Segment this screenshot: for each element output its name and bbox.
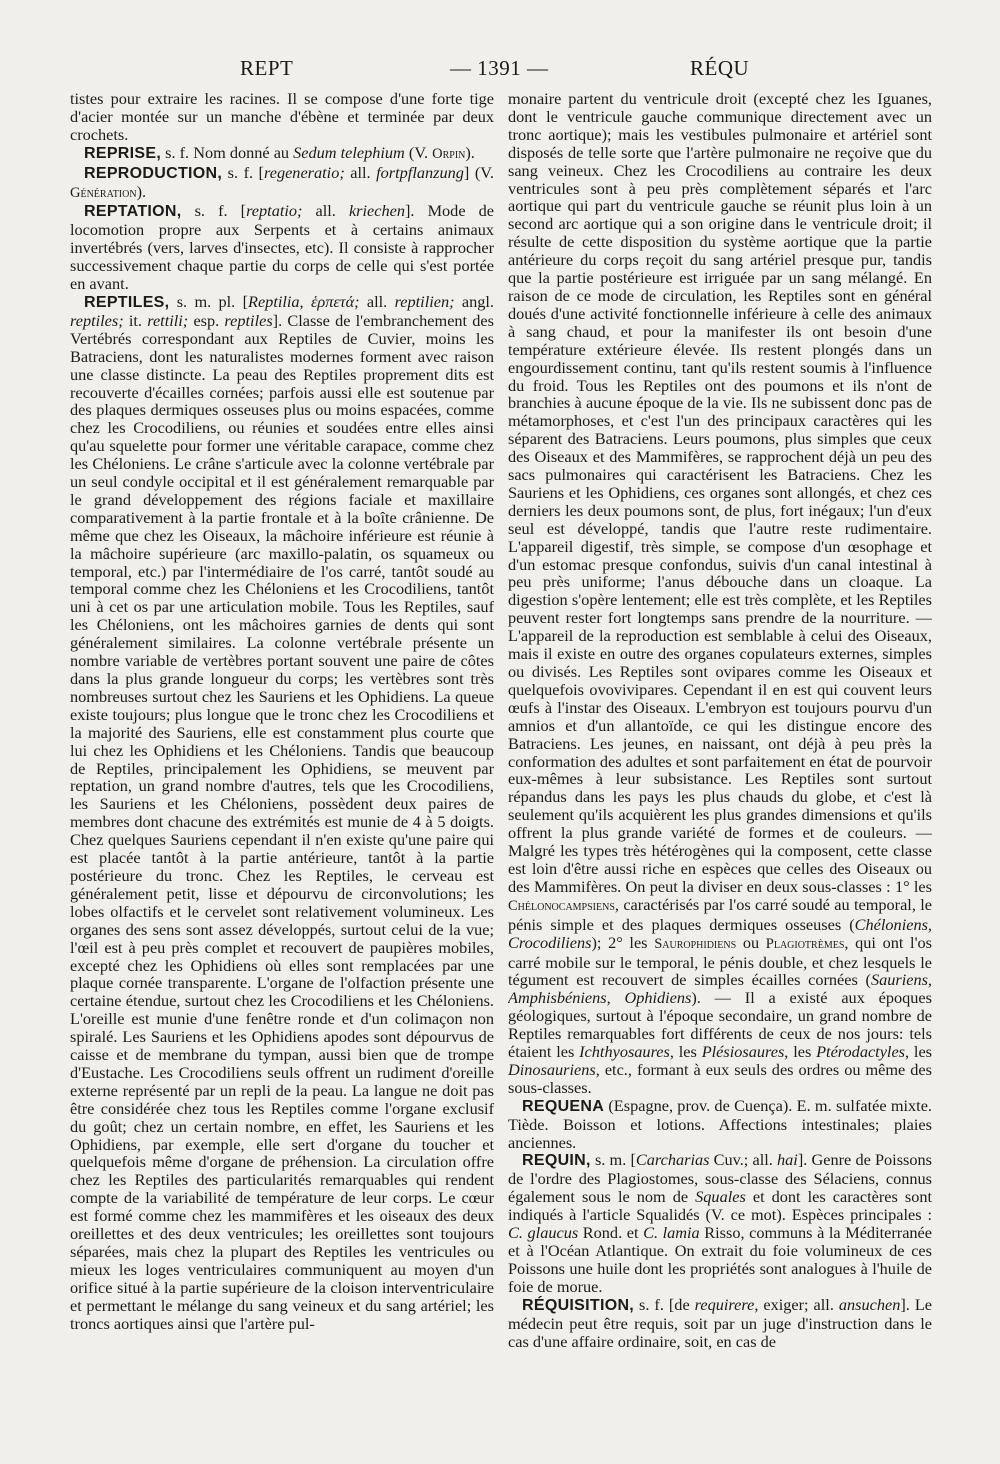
- entry-italic: Ptérodactyles: [816, 1042, 906, 1062]
- entry-requin: [508, 1151, 932, 1295]
- entry-italic: fortpflanzung: [376, 162, 464, 182]
- entry-reptiles-continued: [508, 90, 932, 1097]
- entry-text: all.: [366, 291, 395, 311]
- entry-italic: Sedum telephium: [293, 142, 405, 162]
- right-column: [508, 90, 932, 1430]
- entry-text: monaire partent du ventricule droit (excepté chez les Iguanes, dont le ventricule gauche communique directement avec un tronc aortique); mais les vestibules pulmonaire et artériel sont disposés de telle sorte que l'artère pulmonaire ne reçoive que du sang veineux. Chez les Crocodiliens au contraire les deux ventricules sont à peu près complètement séparés et l'arc aortique qui part du ventricule gauche se réunit plus loin à un second arc aortique qui a son origine dans le ventricule droit; il résulte de cette disposition du système aortique que la partie antérieure du corps reçoit du sang artériel presque pur, tandis que la partie postérieure est irriguée par un sang mélangé. En raison de ce mode de circulation, les Reptiles sont en général doués d'une activité fonctionnelle inférieure à celle des animaux à sang chaud, et pour la manifester ils ont besoin d'une température extérieure élevée. Ils restent plongés dans un engourdissement continu, tant qu'ils restent soumis à l'influence du froid. Tous les Reptiles ont des poumons et ils n'ont de branchies à aucune époque de la vie. Ils ne subissent donc pas de métamorphoses, et c'est l'un des principaux caractères qui les séparent des Batraciens. Leurs poumons, plus simples que ceux des Oiseaux et des Mammifères, se rapprochent déjà un peu des sacs pulmonaires qui caractérisent les Batraciens. Chez les Sauriens et les Ophidiens, ces organes sont allongés, et chez ces derniers les deux poumons sont, de plus, fort inégaux; l'un d'eux seul est développé, tandis que l'autre reste rudimentaire. L'appareil digestif, très simple, se compose d'un œsophage et d'un estomac presque confondus, suivis d'un canal intestinal à peu près uniforme; l'anus débouche dans un cloaque. La digestion s'opère lentement; elle est très complète, et les Reptiles peuvent rester fort longtemps sans prendre de la nourriture. — L'appareil de la reproduction est semblable à celui des Oiseaux, mais il existe en outre des organes copulateurs externes, simples ou divisés. Les Reptiles sont ovipares comme les Oiseaux et quelquefois ovovivipares. Cependant il en est qui couvent leurs œufs à l'instar des Oiseaux. L'embryon est toujours pourvu d'un amnios et d'un allantoïde, ce qui les distingue encore des Batraciens. Les jeunes, en naissant, ont déjà à peu près la conformation des adultes et sont parfaitement en état de pourvoir eux-mêmes à leur subsistance. Les Reptiles sont surtout répandus dans les pays les plus chauds du globe, et c'est là seulement qu'ils acquièrent les plus grandes dimensions et qu'ils offrent la plus grande variété de formes et de couleurs. — Malgré les types très hétérogènes qui la composent, cette classe est loin d'être aussi riche en espèces que celles des Oiseaux ou des Mammifères. On peut la diviser en deux sous-classes : 1° les: [508, 90, 932, 896]
- entry-text: s. m. [: [590, 1150, 636, 1170]
- entry-text: , caractérisés par l'os carré soudé au temporal, le pénis simple et des plaques dermiques osseuses (: [508, 894, 932, 934]
- header-left-guide-word: REPT: [240, 56, 294, 80]
- entry-text: s. f. [de: [634, 1294, 695, 1314]
- headword-requena: REQUENA: [522, 1097, 605, 1115]
- entry-text: s. m. pl. [: [169, 291, 249, 311]
- entry-text: , les: [669, 1042, 702, 1062]
- entry-text: et dont les caractères sont indiqués à l'article Squalidés (V. ce mot). Espèces principales :: [508, 1187, 932, 1225]
- entry-italic: ansuchen: [838, 1294, 901, 1314]
- entry-text: ). — Il a existé aux époques géologiques, surtout à l'époque secondaire, un grand nombre de Reptiles remarquables fort différents de ceux de nos jours: tels étaient les: [508, 988, 932, 1062]
- entry-text: ); 2° les: [591, 932, 655, 952]
- entry-italic: Squales: [695, 1187, 746, 1207]
- subclass-name: Saurophidiens: [654, 935, 737, 952]
- entry-text: , les: [905, 1042, 932, 1062]
- entry-requisition: [508, 1296, 932, 1351]
- entry-text: ]. Classe de l'embranchement des Vertébrés correspondant aux Reptiles de Cuvier, moins les Batraciens, dont les naturalistes modernes forment avec raison une classe distincte. La peau des Reptiles proprement dits est recouverte d'écailles cornées; parfois aussi elle est soutenue par des plaques dermiques osseuses plus ou moins espacées, comme chez les Crocodiliens, ou réunies et soudées entre elles ainsi qu'au squelette pour former une véritable carapace, comme chez les Chéloniens. Le crâne s'articule avec la colonne vertébrale par un seul condyle occipital et il est généralement remarquable par le grand développement des régions faciale et maxillaire comparativement à la partie frontale et à la boîte crânienne. De même que chez les Oiseaux, la mâchoire inférieure est réunie à la mâchoire supérieure (arc maxillo-palatin, os squameux ou temporal, etc.) par l'intermédiaire de l'os carré, tantôt soudé au temporal comme chez les Chéloniens et les Crocodiliens, tantôt uni à cet os par une articulation mobile. Tous les Reptiles, sauf les Chéloniens, ont les mâchoires garnies de dents qui sont généralement similaires. La colonne vertébrale présente un nombre variable de vertèbres portant souvent une paire de côtes dans la plus grande longueur du corps; les vertèbres sont très nombreuses surtout chez les Sauriens et les Ophidiens. La queue existe toujours; plus longue que le tronc chez les Crocodiliens et la majorité des Sauriens, elle est constamment plus courte que lui chez les Ophidiens et les Chéloniens. Tandis que beaucoup de Reptiles, principalement les Ophidiens, se meuvent par reptation, un grand nombre d'autres, tels que les Crocodiliens, les Sauriens et les Chéloniens, possèdent deux paires de membres dont chacune des extrémités est munie de 4 à 5 doigts. Chez quelques Sauriens cependant il n'en existe qu'une paire qui est placée tantôt à la partie antérieure, tantôt à la partie postérieure du tronc. Chez les Reptiles, le cerveau est généralement petit, lisse et dépourvu de circonvolutions; les lobes olfactifs et le cervelet sont relativement volumineux. Les organes des sens sont assez développés, surtout celui de la vue; l'œil est à peu près complet et recouvert de paupières mobiles, excepté chez les Ophidiens où elles sont remplacées par une plaque cornée transparente. L'organe de l'olfaction présente une certaine étendue, surtout chez les Crocodiliens et les Chéloniens. L'oreille est munie d'une fenêtre ronde et d'un colimaçon non spiralé. Les Sauriens et les Ophidiens apodes sont dépourvus de caisse et de membrane du tympan, aussi bien que de trompe d'Eustache. Les Crocodiliens seuls offrent un rudiment d'oreille externe représenté par un repli de la peau. La langue ne doit pas être considérée chez tous les Reptiles comme l'organe exclusif du goût; chez un certain nombre, en effet, les Sauriens et les Ophidiens, par exemple, elle sert d'organe du toucher et quelquefois même d'organe de préhension. La circulation offre chez les Reptiles des particularités remarquables qui rendent compte de la variabilité de température de leur corps. Le cœur est formé comme chez les mammifères et les oiseaux des deux oreillettes et des deux ventricules; les oreillettes sont toujours séparées, mais chez la plupart des Reptiles les ventricules ou mieux les loges ventriculaires communiquent au moyen d'un orifice situé à la partie supérieure de la cloison interventriculaire et permettant le mélange du sang veineux et du sang artériel; les troncs aortiques ainsi que l'artère pul-: [70, 310, 494, 1333]
- entry-text: , etc., formant à eux seuls des ordres ou même des sous-classes.: [508, 1059, 932, 1097]
- entry-text: s. f. [: [222, 162, 264, 182]
- entry-italic: Reptilia, ἑρπετά;: [248, 291, 367, 311]
- entry-text: all.: [315, 201, 349, 221]
- entry-text: ]. Le médecin peut être requis, soit par un juge d'instruction dans le cas d'une affaire ordinaire, soit, en cas de: [508, 1294, 932, 1351]
- entry-italic: reptilien;: [394, 291, 462, 311]
- headword-reptation: REPTATION,: [84, 203, 182, 221]
- headword-reptiles: REPTILES,: [84, 293, 170, 311]
- headword-requin: REQUIN,: [522, 1152, 591, 1170]
- running-header: [80, 56, 930, 86]
- left-column: [70, 90, 494, 1430]
- entry-text: ou: [736, 932, 766, 952]
- entry-italic: regeneratio;: [263, 162, 351, 182]
- entry-reptation: [70, 202, 494, 293]
- entry-italic: Sauriens, Amphisbéniens, Ophidiens: [508, 970, 932, 1008]
- entry-italic: Carcharias: [635, 1150, 710, 1170]
- entry-italic: C. lamia: [643, 1223, 700, 1243]
- entry-text: Cuv.; all.: [709, 1150, 778, 1170]
- entry-reproduction: [70, 164, 494, 203]
- entry-italic: kriechen: [348, 201, 405, 221]
- entry-italic: requirere: [694, 1294, 755, 1314]
- entry-italic: C. glaucus: [508, 1223, 579, 1243]
- entry-text: it.: [128, 310, 148, 330]
- entry-text: , qui ont l'os carré mobile sur le temporal, le pénis double, et chez lesquels le tégument est recouvert de simples écailles cornées (: [508, 932, 932, 990]
- entry-italic: Dinosauriens: [508, 1059, 596, 1079]
- header-right-guide-word: RÉQU: [690, 56, 750, 80]
- entry-italic: reptiles: [224, 310, 273, 330]
- entry-text: ).: [465, 142, 475, 162]
- entry-text: (V.: [404, 142, 433, 162]
- subclass-name: Plagiotrèmes: [765, 935, 845, 952]
- entry-text: esp.: [193, 310, 225, 330]
- entry-text: Risso, communs à la Méditerranée et à l'Océan Atlantique. On extrait du foie volumineux de ces Poissons une huile dont les propriétés sont analogues à l'huile de foie de morue.: [508, 1223, 932, 1296]
- entry-reprise: [70, 144, 494, 164]
- entry-italic: Ichthyosaures: [579, 1042, 670, 1062]
- entry-italic: Plésiosaures: [701, 1042, 785, 1062]
- subclass-name: Chélonocampsiens: [508, 897, 615, 914]
- cross-reference: Génération: [70, 184, 137, 201]
- entry-requena: [508, 1097, 932, 1152]
- headword-reprise: REPRISE,: [84, 144, 162, 162]
- entry-text: ).: [136, 181, 147, 201]
- entry-text: s. f. [: [181, 201, 247, 221]
- entry-text: ] (V.: [463, 162, 494, 182]
- cross-reference: Orpin: [432, 145, 466, 162]
- entry-text: , exiger; all.: [754, 1294, 839, 1314]
- entry-italic: Chéloniens, Crocodiliens: [508, 914, 932, 952]
- page-number: — 1391 —: [450, 56, 549, 80]
- entry-italic: hai: [777, 1150, 798, 1170]
- entry-text: all.: [350, 162, 377, 182]
- entry-italic: rettili;: [147, 310, 194, 330]
- entry-text: angl.: [461, 291, 494, 311]
- entry-italic: reptatio;: [246, 201, 316, 221]
- headword-reproduction: REPRODUCTION,: [84, 164, 223, 182]
- headword-requisition: RÉQUISITION,: [522, 1296, 635, 1314]
- entry-italic: reptiles;: [70, 310, 129, 330]
- entry-reptiles: [70, 293, 494, 1333]
- entry-text: (Espagne, prov. de Cuença). E. m. sulfatée mixte. Tiède. Boisson et lotions. Affections intestinales; plaies anciennes.: [508, 1095, 932, 1152]
- entry-text: ]. Mode de locomotion propre aux Serpents et à certains animaux invertébrés (vers, larves d'insectes, etc). Il consiste à rapprocher successivement chaque partie du corps de celle qui s'est portée en avant.: [70, 201, 494, 294]
- entry-text: Rond. et: [578, 1223, 644, 1243]
- continued-paragraph: tistes pour extraire les racines. Il se compose d'une forte tige d'acier montée sur un manche d'ébène et terminée par deux crochets.: [70, 90, 494, 144]
- entry-text: ]. Genre de Poissons de l'ordre des Plagiostomes, sous-classe des Sélaciens, connus également sous le nom de: [508, 1150, 932, 1207]
- entry-text: s. f. Nom donné au: [161, 142, 294, 162]
- entry-text: , les: [784, 1042, 817, 1062]
